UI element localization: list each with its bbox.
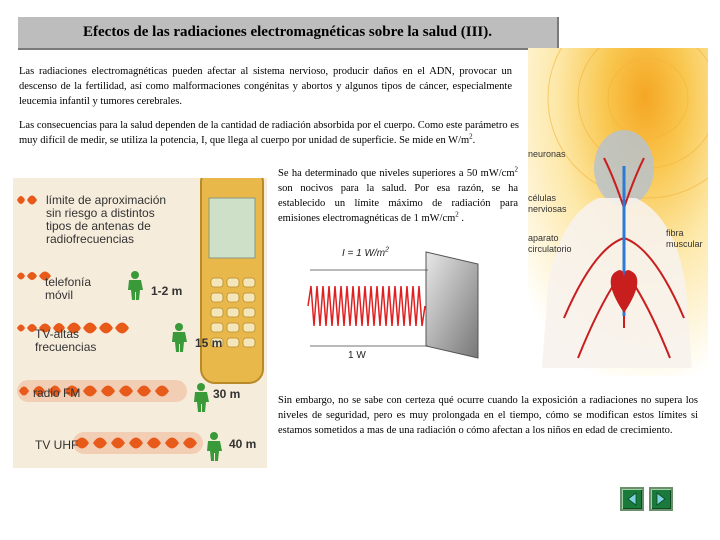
- band-label-line: móvil: [45, 288, 74, 302]
- label-line: células: [528, 193, 557, 203]
- figure-heading-line: radiofrecuencias: [46, 232, 135, 246]
- band-label-tv-uhf: [35, 439, 78, 452]
- label-fibra-muscular: [666, 228, 703, 250]
- distance-radio-fm: 30 m: [213, 387, 241, 401]
- band-label-tv-high: [35, 328, 96, 354]
- band-label-mobile: [45, 276, 91, 302]
- human-body-figure: [528, 48, 708, 376]
- band-label-line: TV-altas: [35, 327, 80, 341]
- band-label-line: TV UHF: [35, 438, 79, 452]
- label-celulas-nerviosas: [528, 193, 567, 215]
- wave-graphics: [300, 246, 490, 366]
- arrow-left-icon: [625, 492, 639, 506]
- p3-sup-2: 2: [455, 210, 459, 219]
- band-label-line: frecuencias: [35, 340, 97, 354]
- surface-plate: [426, 252, 478, 358]
- distance-tv-uhf: 40 m: [229, 437, 257, 451]
- wave-top-label-sup: 2: [385, 246, 389, 254]
- distance-mobile: 1-2 m: [151, 284, 183, 298]
- label-line: aparato: [528, 233, 559, 243]
- wave-intensity-figure: [300, 246, 490, 366]
- band-label-line: telefonía: [45, 275, 92, 289]
- wave-top-label-text: I = 1 W/m: [342, 248, 386, 259]
- label-neuronas: neuronas: [528, 149, 566, 159]
- p3-text-c: .: [458, 213, 465, 224]
- paragraph-consequences: [19, 118, 519, 148]
- page-title-text: Efectos de las radiaciones electromagnéticas sobre la salud (III).: [83, 24, 492, 40]
- p3-text-a: Se ha determinado que niveles superiores a 50 mW/cm: [278, 168, 515, 179]
- wave-top-label: [342, 248, 389, 259]
- figure-heading: [46, 194, 166, 246]
- p2-text: Las consecuencias para la salud dependen de la cantidad de radiación absorbida por el cuerpo. Como este parámetro es muy difícil de medir, se utiliza la potencia, I, que llega al cuerpo por unidad de superficie. Se mide en W/m: [19, 120, 519, 146]
- page-title: [18, 17, 559, 50]
- p3-sup-1: 2: [514, 165, 518, 174]
- label-line: fibra: [666, 228, 684, 238]
- band-tv-uhf-beam: [73, 432, 203, 454]
- label-line: muscular: [666, 239, 703, 249]
- arrow-right-icon: [654, 492, 668, 506]
- band-label-line: radio FM: [33, 386, 81, 400]
- mobile-phone-icon: [201, 178, 263, 383]
- label-line: circulatorio: [528, 244, 572, 254]
- paragraph-limits: [278, 166, 518, 226]
- figure-heading-line: sin riesgo a distintos: [46, 206, 155, 220]
- previous-page-button[interactable]: [620, 487, 644, 511]
- p3-text-b: son nocivos para la salud. Por esa razón, se ha establecido un límite máximo de radiación para emisiones electromagnéticas de 1 mW/cm: [278, 183, 518, 224]
- paragraph-uncertainty: Sin embargo, no se sabe con certeza qué ocurre cuando la exposición a radiaciones no supera los niveles de seguridad, pero es muy prolongada en el tiempo, cómo se modifican estos límites si estamos sometidos a mas de una radiación o cómo afectan a los niños en edad de crecimiento.: [278, 395, 698, 436]
- paragraph-effects: Las radiaciones electromagnéticas pueden afectar al sistema nervioso, producir daños en el ADN, provocar un descenso de la fertilidad, así como malformaciones congénitas y abortos y algunos tipos de cáncer, especialmente leucemia infantil y tumores cerebrales.: [19, 66, 512, 107]
- heading-beam-icon: [17, 196, 37, 205]
- p2-sup: 2: [469, 132, 473, 141]
- label-aparato-circulatorio: [528, 233, 572, 255]
- band-label-radio-fm: [33, 387, 80, 400]
- wave-bottom-label: 1 W: [348, 350, 366, 361]
- distance-tv-high: 15 m: [195, 336, 223, 350]
- label-line: nerviosas: [528, 204, 567, 214]
- figure-heading-line: tipos de antenas de: [46, 219, 151, 233]
- figure-heading-line: límite de aproximación: [46, 193, 167, 207]
- antenna-distance-figure: [13, 178, 267, 468]
- p2-end: .: [472, 135, 476, 146]
- intensity-wave: [308, 286, 425, 326]
- next-page-button[interactable]: [649, 487, 673, 511]
